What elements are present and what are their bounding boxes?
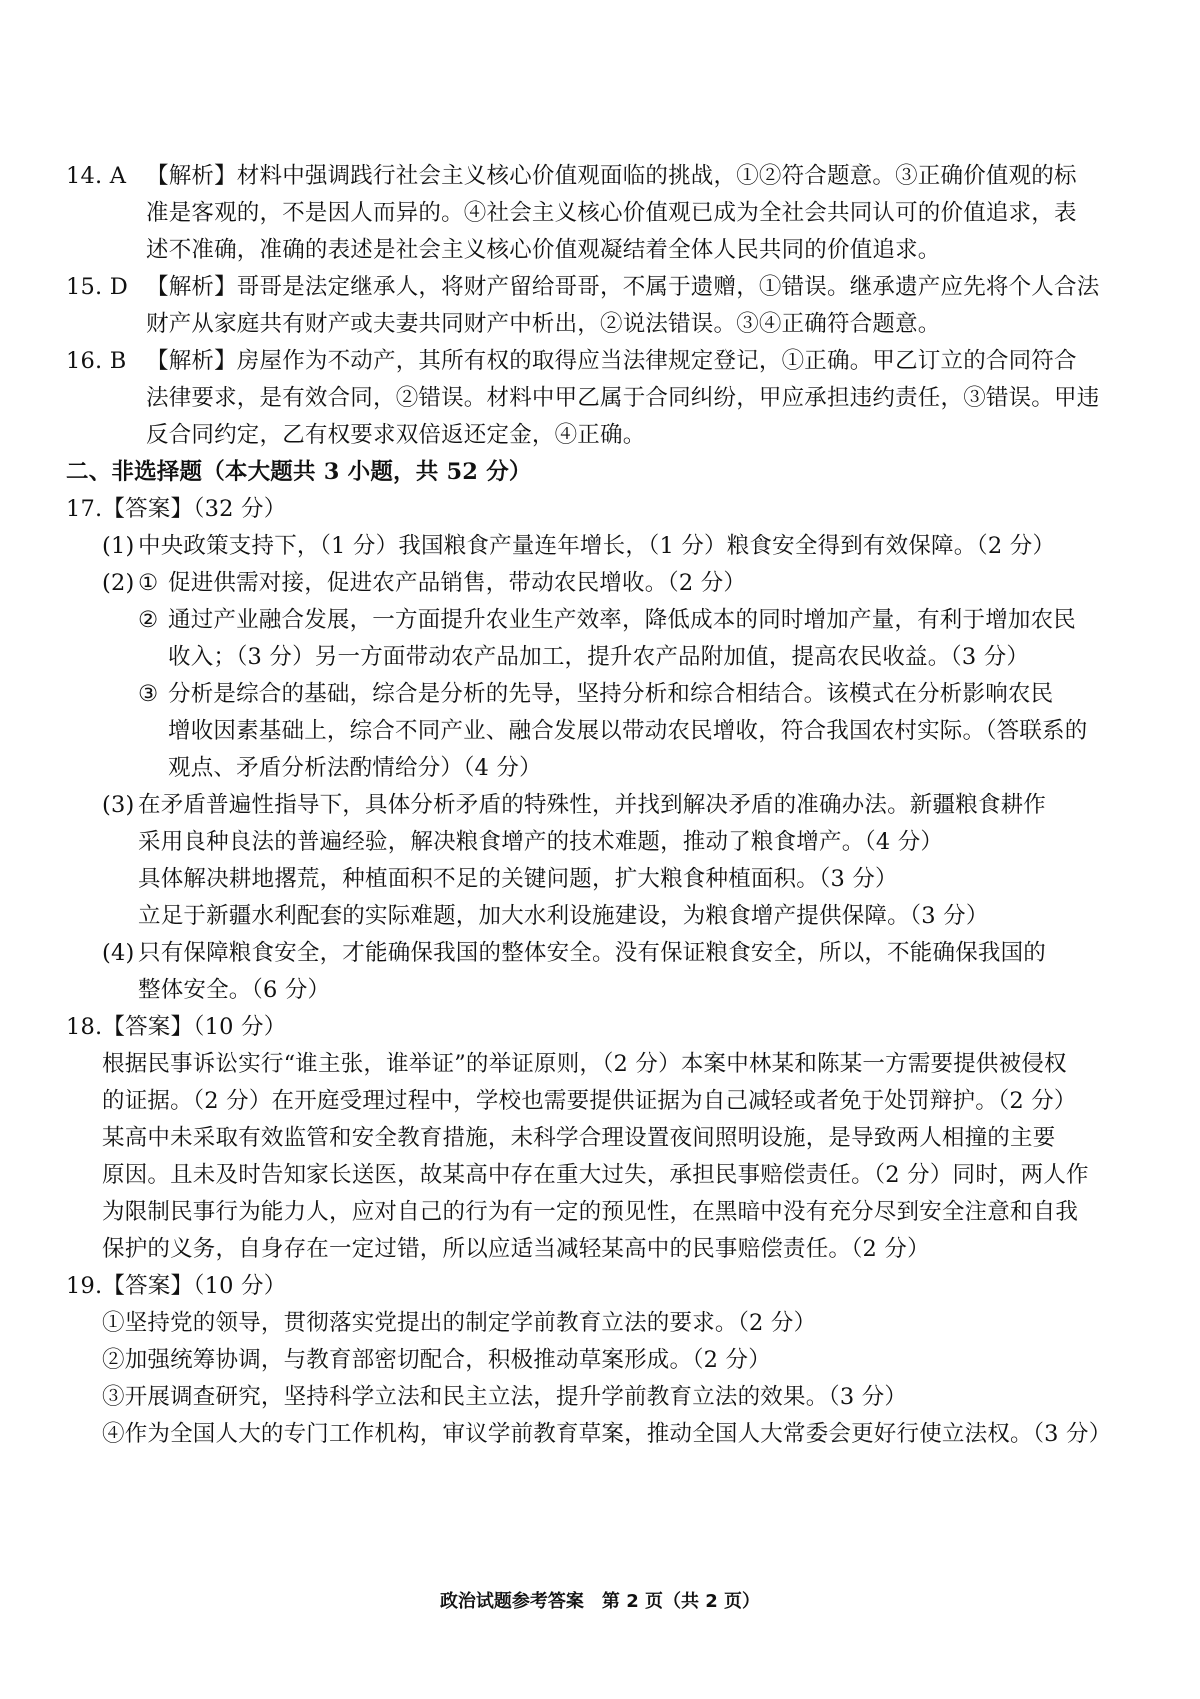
explanation-line: 【解析】哥哥是法定继承人，将财产留给哥哥，不属于遗赠，①错误。继承遗产应先将个人合法 [146,274,1100,300]
part-label: (3) [102,792,135,818]
part-3 [102,787,1136,935]
answer-line: 促进供需对接，促进农产品销售，带动农民增收。（2 分） [168,570,747,596]
section-title: 二、非选择题（本大题共 3 小题，共 52 分） [66,459,532,485]
answer-line: 增收因素基础上，综合不同产业、融合发展以带动农民增收，符合我国农村实际。（答联系的 [168,718,1088,744]
answer-line: 根据民事诉讼实行“谁主张，谁举证”的举证原则，（2 分）本案中林某和陈某一方需要提供被侵权 [102,1051,1067,1077]
part-label: (2) [102,570,135,596]
answer-line: 中央政策支持下，（1 分）我国粮食产量连年增长，（1 分）粮食安全得到有效保障。（2 分） [138,533,1056,559]
answer-line: ④作为全国人大的专门工作机构，审议学前教育草案，推动全国人大常委会更好行使立法权。（3 分） [102,1421,1112,1447]
part-label: (1) [102,533,135,559]
part-label: (4) [102,940,135,966]
explanation-line: 法律要求，是有效合同，②错误。材料中甲乙属于合同纠纷，甲应承担违约责任，③错误。甲违 [146,385,1100,411]
explanation-line: 财产从家庭共有财产或夫妻共同财产中析出，②说法错误。③④正确符合题意。 [146,311,941,337]
answer-line: 某高中未采取有效监管和安全教育措施，未科学合理设置夜间照明设施，是导致两人相撞的主要 [102,1125,1056,1151]
point-label: ① [138,570,159,596]
question-18-answer [66,1046,1136,1268]
answer-line: 只有保障粮食安全，才能确保我国的整体安全。没有保证粮食安全，所以，不能确保我国的 [138,940,1047,966]
explanation-line: 【解析】材料中强调践行社会主义核心价值观面临的挑战，①②符合题意。③正确价值观的标 [146,163,1077,189]
explanation-line: 反合同约定，乙有权要求双倍返还定金，④正确。 [146,422,646,448]
answer-line: ②加强统筹协调，与教育部密切配合，积极推动草案形成。（2 分） [102,1347,771,1373]
answer-line: 的证据。（2 分）在开庭受理过程中，学校也需要提供证据为自己减轻或者免于处罚辩护。（2 分） [102,1088,1077,1114]
explanation-line: 【解析】房屋作为不动产，其所有权的取得应当法律规定登记，①正确。甲乙订立的合同符合 [146,348,1077,374]
answer-line: 保护的义务，自身存在一定过错，所以应适当减轻某高中的民事赔偿责任。（2 分） [102,1236,930,1262]
answer-item-16 [66,343,1136,454]
answer-line: 整体安全。（6 分） [138,977,331,1003]
part-4 [102,935,1136,1009]
answer-line: 立足于新疆水利配套的实际难题，加大水利设施建设，为粮食增产提供保障。（3 分） [138,903,989,929]
part-2 [102,565,1136,787]
answer-line: 采用良种良法的普遍经验，解决粮食增产的技术难题，推动了粮食增产。（4 分） [138,829,944,855]
answer-item-14 [66,158,1136,269]
answer-item-15 [66,269,1136,343]
item-number: 15. D [66,274,128,300]
question-19-answer [66,1305,1136,1453]
point-label: ③ [138,681,159,707]
question-18-heading: 18.【答案】（10 分） [66,1014,287,1040]
item-number: 14. A [66,163,127,189]
question-17-answer [66,528,1136,1009]
point-1 [138,565,1136,602]
answer-line: 原因。且未及时告知家长送医，故某高中存在重大过失，承担民事赔偿责任。（2 分）同时，两人作 [102,1162,1089,1188]
answer-line: 为限制民事行为能力人，应对自己的行为有一定的预见性，在黑暗中没有充分尽到安全注意和自我 [102,1199,1079,1225]
answer-line: 观点、矛盾分析法酌情给分）（4 分） [168,755,542,781]
explanation-line: 述不准确，准确的表述是社会主义核心价值观凝结着全体人民共同的价值追求。 [146,237,941,263]
answer-line: 具体解决耕地撂荒，种植面积不足的关键问题，扩大粮食种植面积。（3 分） [138,866,898,892]
answer-line: ③开展调查研究，坚持科学立法和民主立法，提升学前教育立法的效果。（3 分） [102,1384,908,1410]
answer-line: 通过产业融合发展，一方面提升农业生产效率，降低成本的同时增加产量，有利于增加农民 [168,607,1077,633]
answer-line: 收入；（3 分）另一方面带动农产品加工，提升农产品附加值，提高农民收益。（3 分） [168,644,1030,670]
point-2 [138,602,1136,676]
part-1 [102,528,1136,565]
answer-line: 在矛盾普遍性指导下，具体分析矛盾的特殊性，并找到解决矛盾的准确办法。新疆粮食耕作 [138,792,1047,818]
answer-line: 分析是综合的基础，综合是分析的先导，坚持分析和综合相结合。该模式在分析影响农民 [168,681,1054,707]
answer-content [66,158,1136,1453]
question-19-heading: 19.【答案】（10 分） [66,1273,287,1299]
item-number: 16. B [66,348,127,374]
question-17-heading: 17.【答案】（32 分） [66,496,287,522]
answer-line: ①坚持党的领导，贯彻落实党提出的制定学前教育立法的要求。（2 分） [102,1310,817,1336]
explanation-line: 准是客观的，不是因人而异的。④社会主义核心价值观已成为全社会共同认可的价值追求，表 [146,200,1077,226]
point-label: ② [138,607,159,633]
page-footer: 政治试题参考答案 第 2 页（共 2 页） [439,1591,761,1612]
point-3 [138,676,1136,787]
